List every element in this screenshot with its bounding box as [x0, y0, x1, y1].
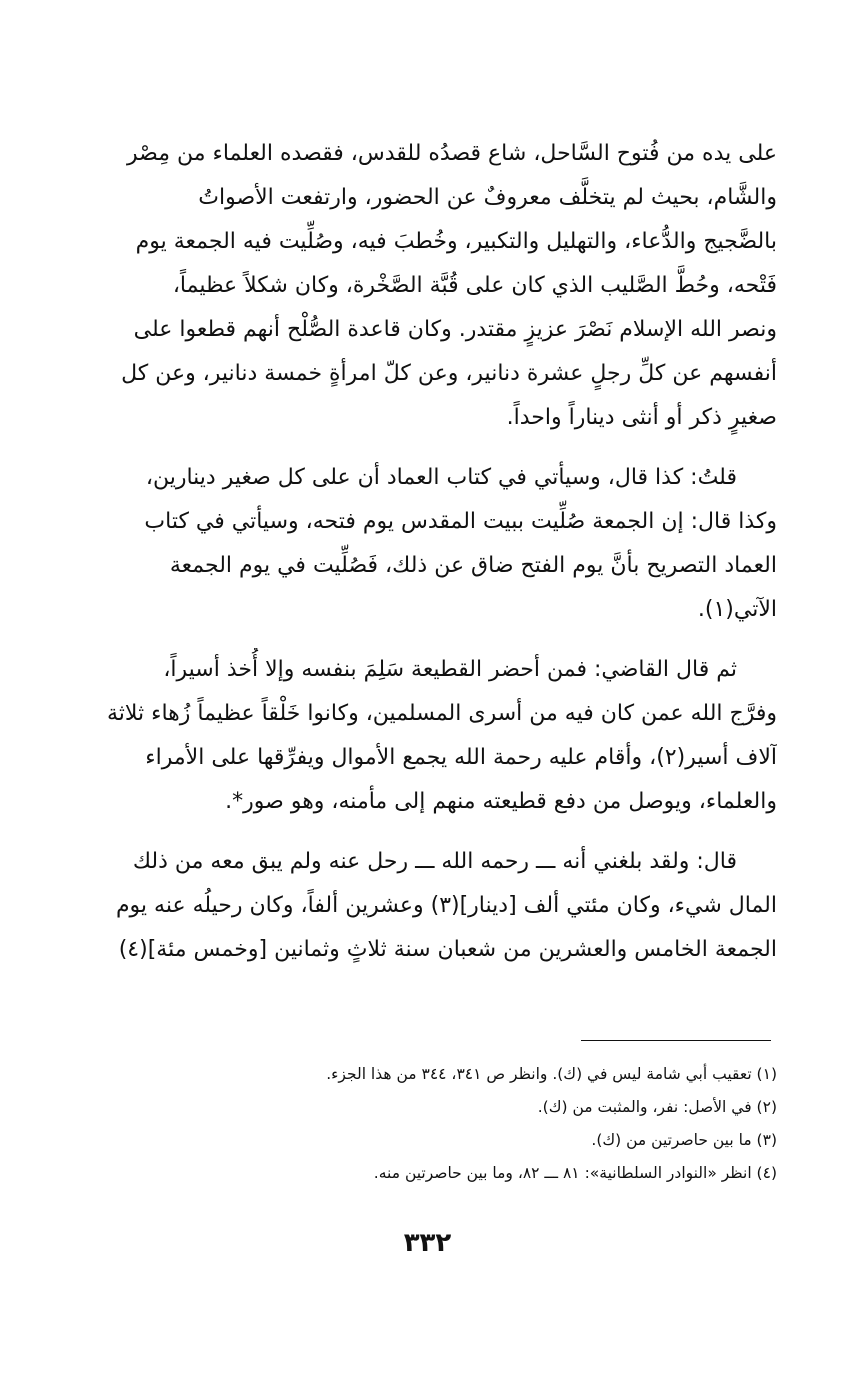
text-line: آلاف أسير(٢)، وأقام عليه رحمة الله يجمع الأموال ويفرِّقها على الأمراء — [145, 745, 777, 770]
text-line: قلتُ: كذا قال، وسيأتي في كتاب العماد أن على كل صغير دينارين، — [145, 465, 737, 490]
footnote-1: (١) تعقيب أبي شامة ليس في (ك). وانظر ص ٣٤١، ٣٤٤ من هذا الجزء. — [326, 1065, 777, 1083]
text-line: ونصر الله الإسلام نَصْرَ عزيزٍ مقتدر. وكان قاعدة الصُّلْح أنهم قطعوا على — [133, 317, 777, 342]
text-line: على يده من فُتوح السَّاحل، شاع قصدُه للقدس، فقصده العلماء من مِصْر — [127, 141, 777, 166]
text-line: العماد التصريح بأنَّ يوم الفتح ضاق عن ذلك، فَصُلِّيت في يوم الجمعة — [169, 553, 777, 578]
text-line: الجمعة الخامس والعشرين من شعبان سنة ثلاثٍ وثمانين [وخمس مئة](٤) — [118, 937, 777, 962]
paragraph-2 — [75, 456, 777, 632]
text-line: وفرَّج الله عمن كان فيه من أسرى المسلمين، وكانوا خَلْقاً عظيماً زُهاء ثلاثة — [106, 701, 777, 726]
main-text — [75, 132, 777, 972]
text-line: والشَّام، بحيث لم يتخلَّف معروفٌ عن الحضور، وارتفعت الأصواتُ — [198, 185, 777, 210]
paragraph-4 — [75, 840, 777, 972]
footnotes — [75, 1058, 777, 1190]
text-line: المال شيء، وكان مئتي ألف [دينار](٣) وعشرين ألفاً، وكان رحيلُه عنه يوم — [115, 893, 777, 918]
paragraph-3 — [75, 648, 777, 824]
text-line: أنفسهم عن كلِّ رجلٍ عشرة دنانير، وعن كلّ امرأةٍ خمسة دنانير، وعن كل — [121, 361, 777, 386]
text-line: صغيرٍ ذكر أو أنثى ديناراً واحداً. — [506, 405, 777, 430]
footnote-3: (٣) ما بين حاصرتين من (ك). — [591, 1131, 777, 1149]
text-line: قال: ولقد بلغني أنه ـــ رحمه الله ـــ رحل عنه ولم يبق معه من ذلك — [132, 849, 737, 874]
text-line: فَتْحه، وحُطَّ الصَّليب الذي كان على قُبَّة الصَّخْرة، وكان شكلاً عظيماً، — [172, 273, 777, 298]
text-line: ثم قال القاضي: فمن أحضر القطيعة سَلِمَ بنفسه وإلا أُخذ أسيراً، — [163, 657, 737, 682]
footnote-divider — [581, 1040, 771, 1041]
footnote-2: (٢) في الأصل: نفر، والمثبت من (ك). — [537, 1098, 777, 1116]
text-line: الآتي(١). — [697, 597, 777, 622]
text-line: والعلماء، ويوصل من دفع قطيعته منهم إلى مأمنه، وهو صور*. — [225, 789, 777, 814]
page-number: ٣٣٢ — [403, 1228, 452, 1258]
paragraph-1 — [75, 132, 777, 440]
footnote-4: (٤) انظر «النوادر السلطانية»: ٨١ ـــ ٨٢، وما بين حاصرتين منه. — [373, 1164, 777, 1182]
text-line: وكذا قال: إن الجمعة صُلِّيت ببيت المقدس يوم فتحه، وسيأتي في كتاب — [144, 509, 777, 534]
text-line: بالضَّجيج والدُّعاء، والتهليل والتكبير، وخُطبَ فيه، وصُلِّيت فيه الجمعة يوم — [135, 229, 777, 254]
